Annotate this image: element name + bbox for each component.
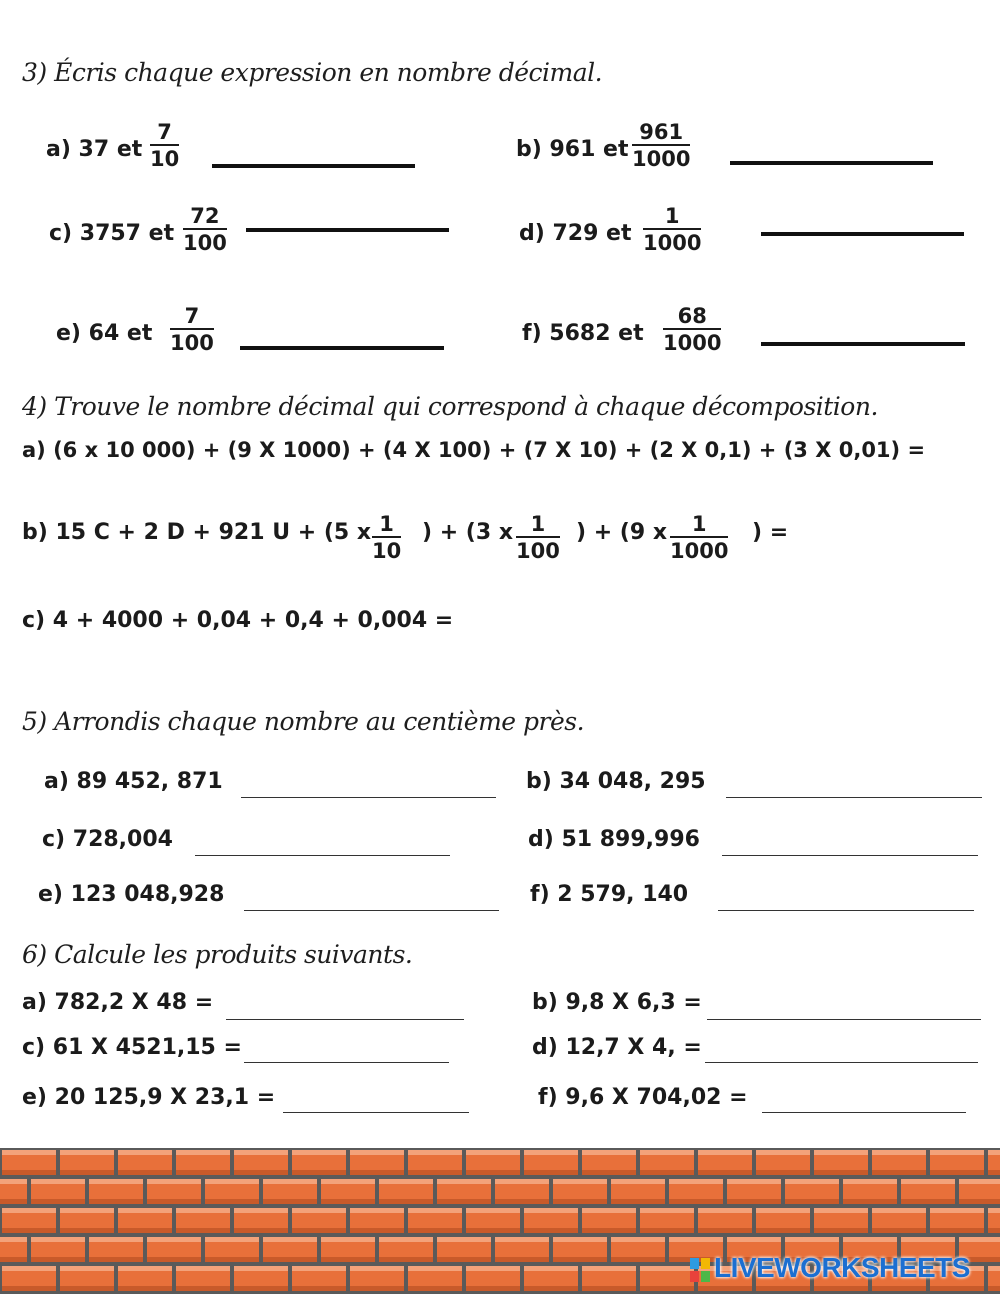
product-item-c: c) 61 X 4521,15 = bbox=[22, 1035, 242, 1060]
fraction-3e bbox=[170, 305, 214, 354]
answer-line-6b[interactable] bbox=[707, 1019, 981, 1020]
fraction-3a bbox=[150, 121, 179, 170]
round-item-d: d) 51 899,996 bbox=[528, 827, 700, 852]
fraction-4b-3 bbox=[670, 513, 728, 562]
fraction-denominator: 1000 bbox=[663, 331, 722, 355]
item-3b-label: b) 961 et bbox=[516, 137, 629, 162]
answer-line-3a[interactable] bbox=[212, 164, 415, 168]
fraction-denominator: 10 bbox=[372, 539, 402, 563]
answer-line-3b[interactable] bbox=[730, 161, 933, 165]
fraction-numerator: 72 bbox=[183, 205, 227, 230]
fraction-numerator: 961 bbox=[632, 121, 690, 146]
round-item-b: b) 34 048, 295 bbox=[526, 769, 706, 794]
answer-line-6d[interactable] bbox=[705, 1062, 978, 1063]
fraction-denominator: 10 bbox=[150, 147, 180, 171]
fraction-numerator: 1 bbox=[670, 513, 728, 538]
round-item-e: e) 123 048,928 bbox=[38, 882, 225, 907]
item-3d-label: d) 729 et bbox=[519, 221, 632, 246]
decomposition-b-prefix: b) 15 C + 2 D + 921 U + (5 x bbox=[22, 520, 372, 545]
answer-line-6e[interactable] bbox=[283, 1112, 469, 1113]
section-3-title: 3) Écris chaque expression en nombre décimal. bbox=[22, 58, 603, 87]
decomposition-a: a) (6 x 10 000) + (9 X 1000) + (4 X 100) + (7 X 10) + (2 X 0,1) + (3 X 0,01) = bbox=[22, 438, 926, 462]
item-3c-label: c) 3757 et bbox=[49, 221, 175, 246]
answer-line-3e[interactable] bbox=[240, 346, 444, 350]
product-item-d: d) 12,7 X 4, = bbox=[532, 1035, 702, 1060]
answer-line-6f[interactable] bbox=[762, 1112, 966, 1113]
fraction-denominator: 100 bbox=[183, 231, 227, 255]
fraction-3d bbox=[643, 205, 701, 254]
item-3e-label: e) 64 et bbox=[56, 321, 153, 346]
decomposition-b-mid2: ) + (9 x bbox=[576, 520, 668, 545]
fraction-denominator: 100 bbox=[516, 539, 560, 563]
section-6-title: 6) Calcule les produits suivants. bbox=[22, 940, 413, 969]
answer-line-3d[interactable] bbox=[761, 232, 964, 236]
answer-line-5c[interactable] bbox=[195, 855, 450, 856]
round-item-f: f) 2 579, 140 bbox=[530, 882, 689, 907]
fraction-denominator: 100 bbox=[170, 331, 214, 355]
fraction-4b-2 bbox=[516, 513, 560, 562]
fraction-3b bbox=[632, 121, 690, 170]
brand-logo bbox=[690, 1252, 1000, 1286]
answer-line-3f[interactable] bbox=[761, 342, 965, 346]
round-item-c: c) 728,004 bbox=[42, 827, 173, 852]
answer-line-5a[interactable] bbox=[241, 797, 496, 798]
answer-line-3c[interactable] bbox=[246, 228, 449, 232]
product-item-f: f) 9,6 X 704,02 = bbox=[538, 1085, 748, 1110]
decomposition-c: c) 4 + 4000 + 0,04 + 0,4 + 0,004 = bbox=[22, 608, 454, 633]
section-5-title: 5) Arrondis chaque nombre au centième près. bbox=[22, 707, 585, 736]
fraction-denominator: 1000 bbox=[670, 539, 729, 563]
fraction-numerator: 7 bbox=[150, 121, 179, 146]
decomposition-b-mid1: ) + (3 x bbox=[422, 520, 514, 545]
fraction-numerator: 68 bbox=[663, 305, 721, 330]
answer-line-5f[interactable] bbox=[718, 910, 974, 911]
fraction-3c bbox=[183, 205, 227, 254]
brand-icon bbox=[690, 1258, 710, 1282]
section-4-title: 4) Trouve le nombre décimal qui correspond à chaque décomposition. bbox=[22, 392, 878, 421]
answer-line-6c[interactable] bbox=[244, 1062, 449, 1063]
answer-line-6a[interactable] bbox=[226, 1019, 464, 1020]
round-item-a: a) 89 452, 871 bbox=[44, 769, 223, 794]
fraction-numerator: 1 bbox=[643, 205, 701, 230]
fraction-numerator: 1 bbox=[372, 513, 401, 538]
fraction-denominator: 1000 bbox=[632, 147, 691, 171]
decomposition-b-end: ) = bbox=[752, 520, 789, 545]
product-item-e: e) 20 125,9 X 23,1 = bbox=[22, 1085, 276, 1110]
fraction-3f bbox=[663, 305, 721, 354]
fraction-numerator: 7 bbox=[170, 305, 214, 330]
product-item-b: b) 9,8 X 6,3 = bbox=[532, 990, 702, 1015]
answer-line-5d[interactable] bbox=[722, 855, 978, 856]
item-3a-label: a) 37 et bbox=[46, 137, 143, 162]
fraction-4b-1 bbox=[372, 513, 401, 562]
item-3f-label: f) 5682 et bbox=[522, 321, 644, 346]
brand-text: LIVEWORKSHEETS bbox=[714, 1252, 970, 1283]
fraction-numerator: 1 bbox=[516, 513, 560, 538]
answer-line-5e[interactable] bbox=[244, 910, 499, 911]
fraction-denominator: 1000 bbox=[643, 231, 702, 255]
answer-line-5b[interactable] bbox=[726, 797, 982, 798]
product-item-a: a) 782,2 X 48 = bbox=[22, 990, 214, 1015]
